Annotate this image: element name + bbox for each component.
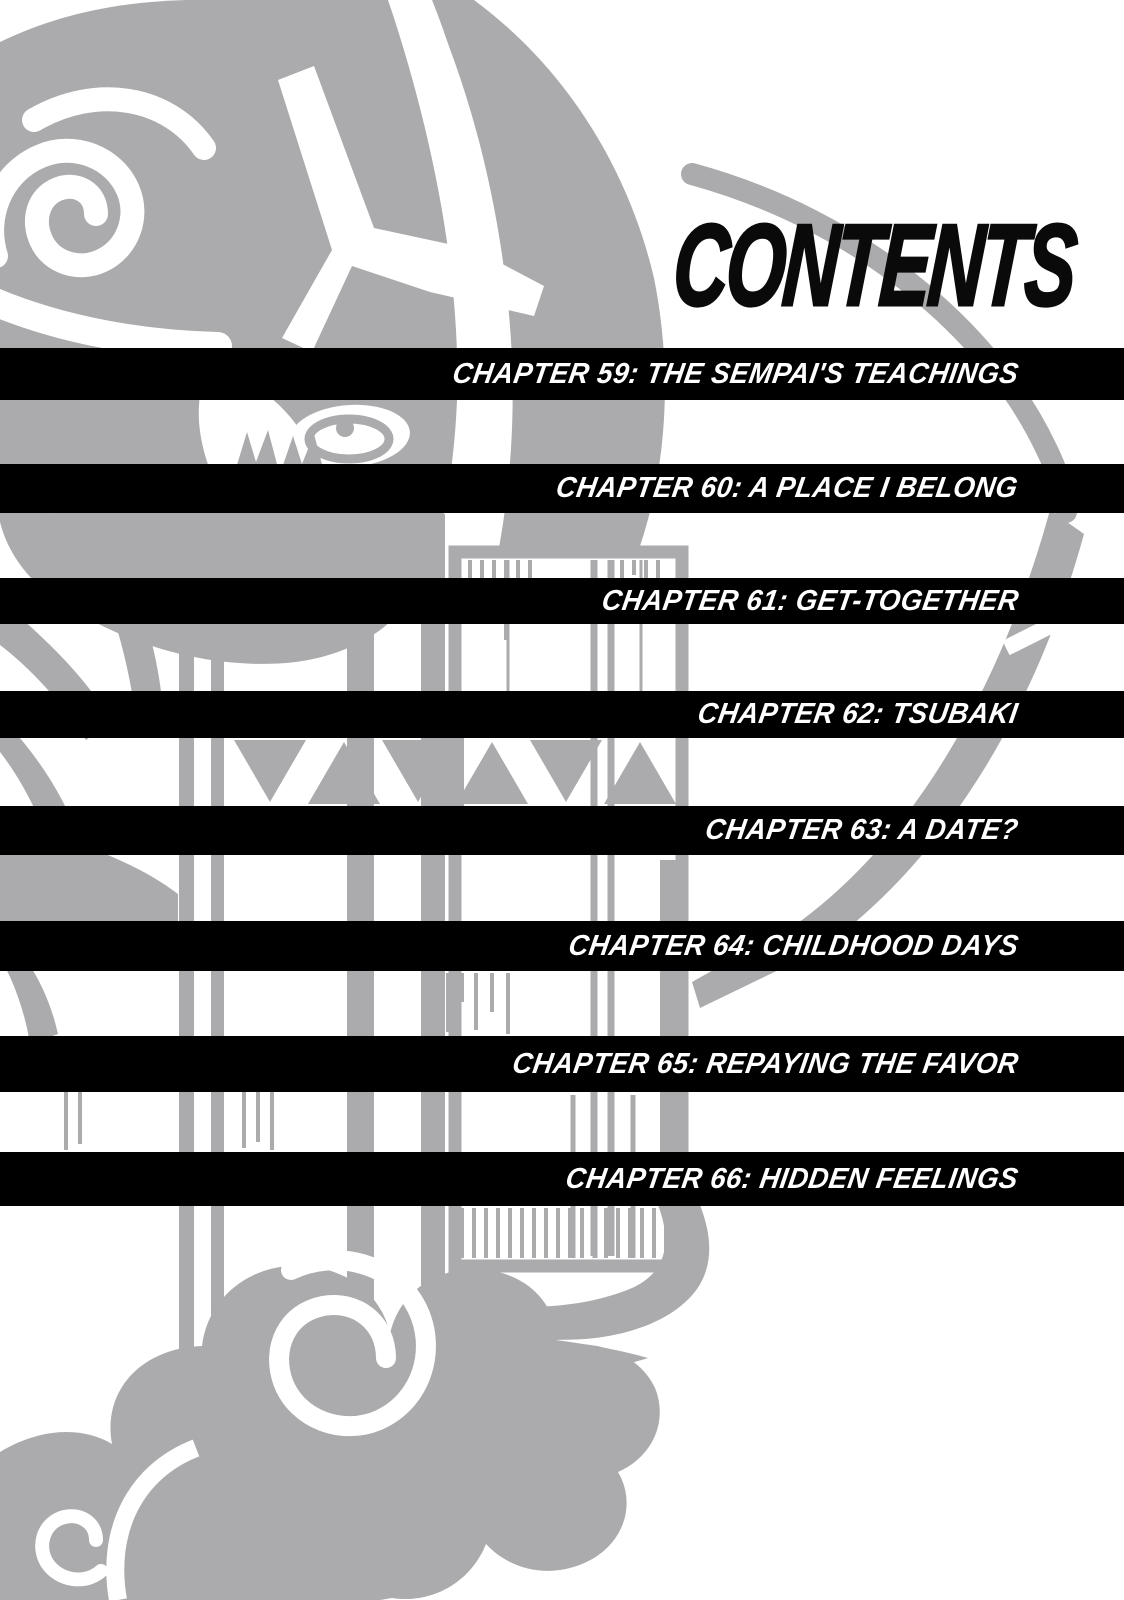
chapter-label: CHAPTER 60: A PLACE I BELONG: [554, 472, 1021, 504]
chapter-row-61: [0, 578, 1124, 624]
chapter-row-66: [0, 1152, 1124, 1206]
chapter-row-62: [0, 691, 1124, 738]
chapter-label: CHAPTER 59: THE SEMPAI'S TEACHINGS: [449, 357, 1021, 390]
chapter-label: CHAPTER 65: REPAYING THE FAVOR: [509, 1047, 1021, 1080]
chapter-label: CHAPTER 66: HIDDEN FEELINGS: [563, 1162, 1021, 1195]
chapter-row-60: [0, 464, 1124, 513]
chapter-label: CHAPTER 61: GET-TOGETHER: [598, 584, 1021, 617]
chapter-label: CHAPTER 63: A DATE?: [702, 814, 1021, 846]
chapter-row-65: [0, 1036, 1124, 1092]
eye-pupil: [336, 419, 354, 437]
chapter-row-63: [0, 806, 1124, 855]
chapter-row-59: [0, 348, 1124, 400]
chapter-label: CHAPTER 62: TSUBAKI: [695, 698, 1021, 730]
chapter-row-64: [0, 921, 1124, 971]
page-title: CONTENTS: [669, 200, 1079, 330]
chapter-label: CHAPTER 64: CHILDHOOD DAYS: [565, 929, 1021, 962]
